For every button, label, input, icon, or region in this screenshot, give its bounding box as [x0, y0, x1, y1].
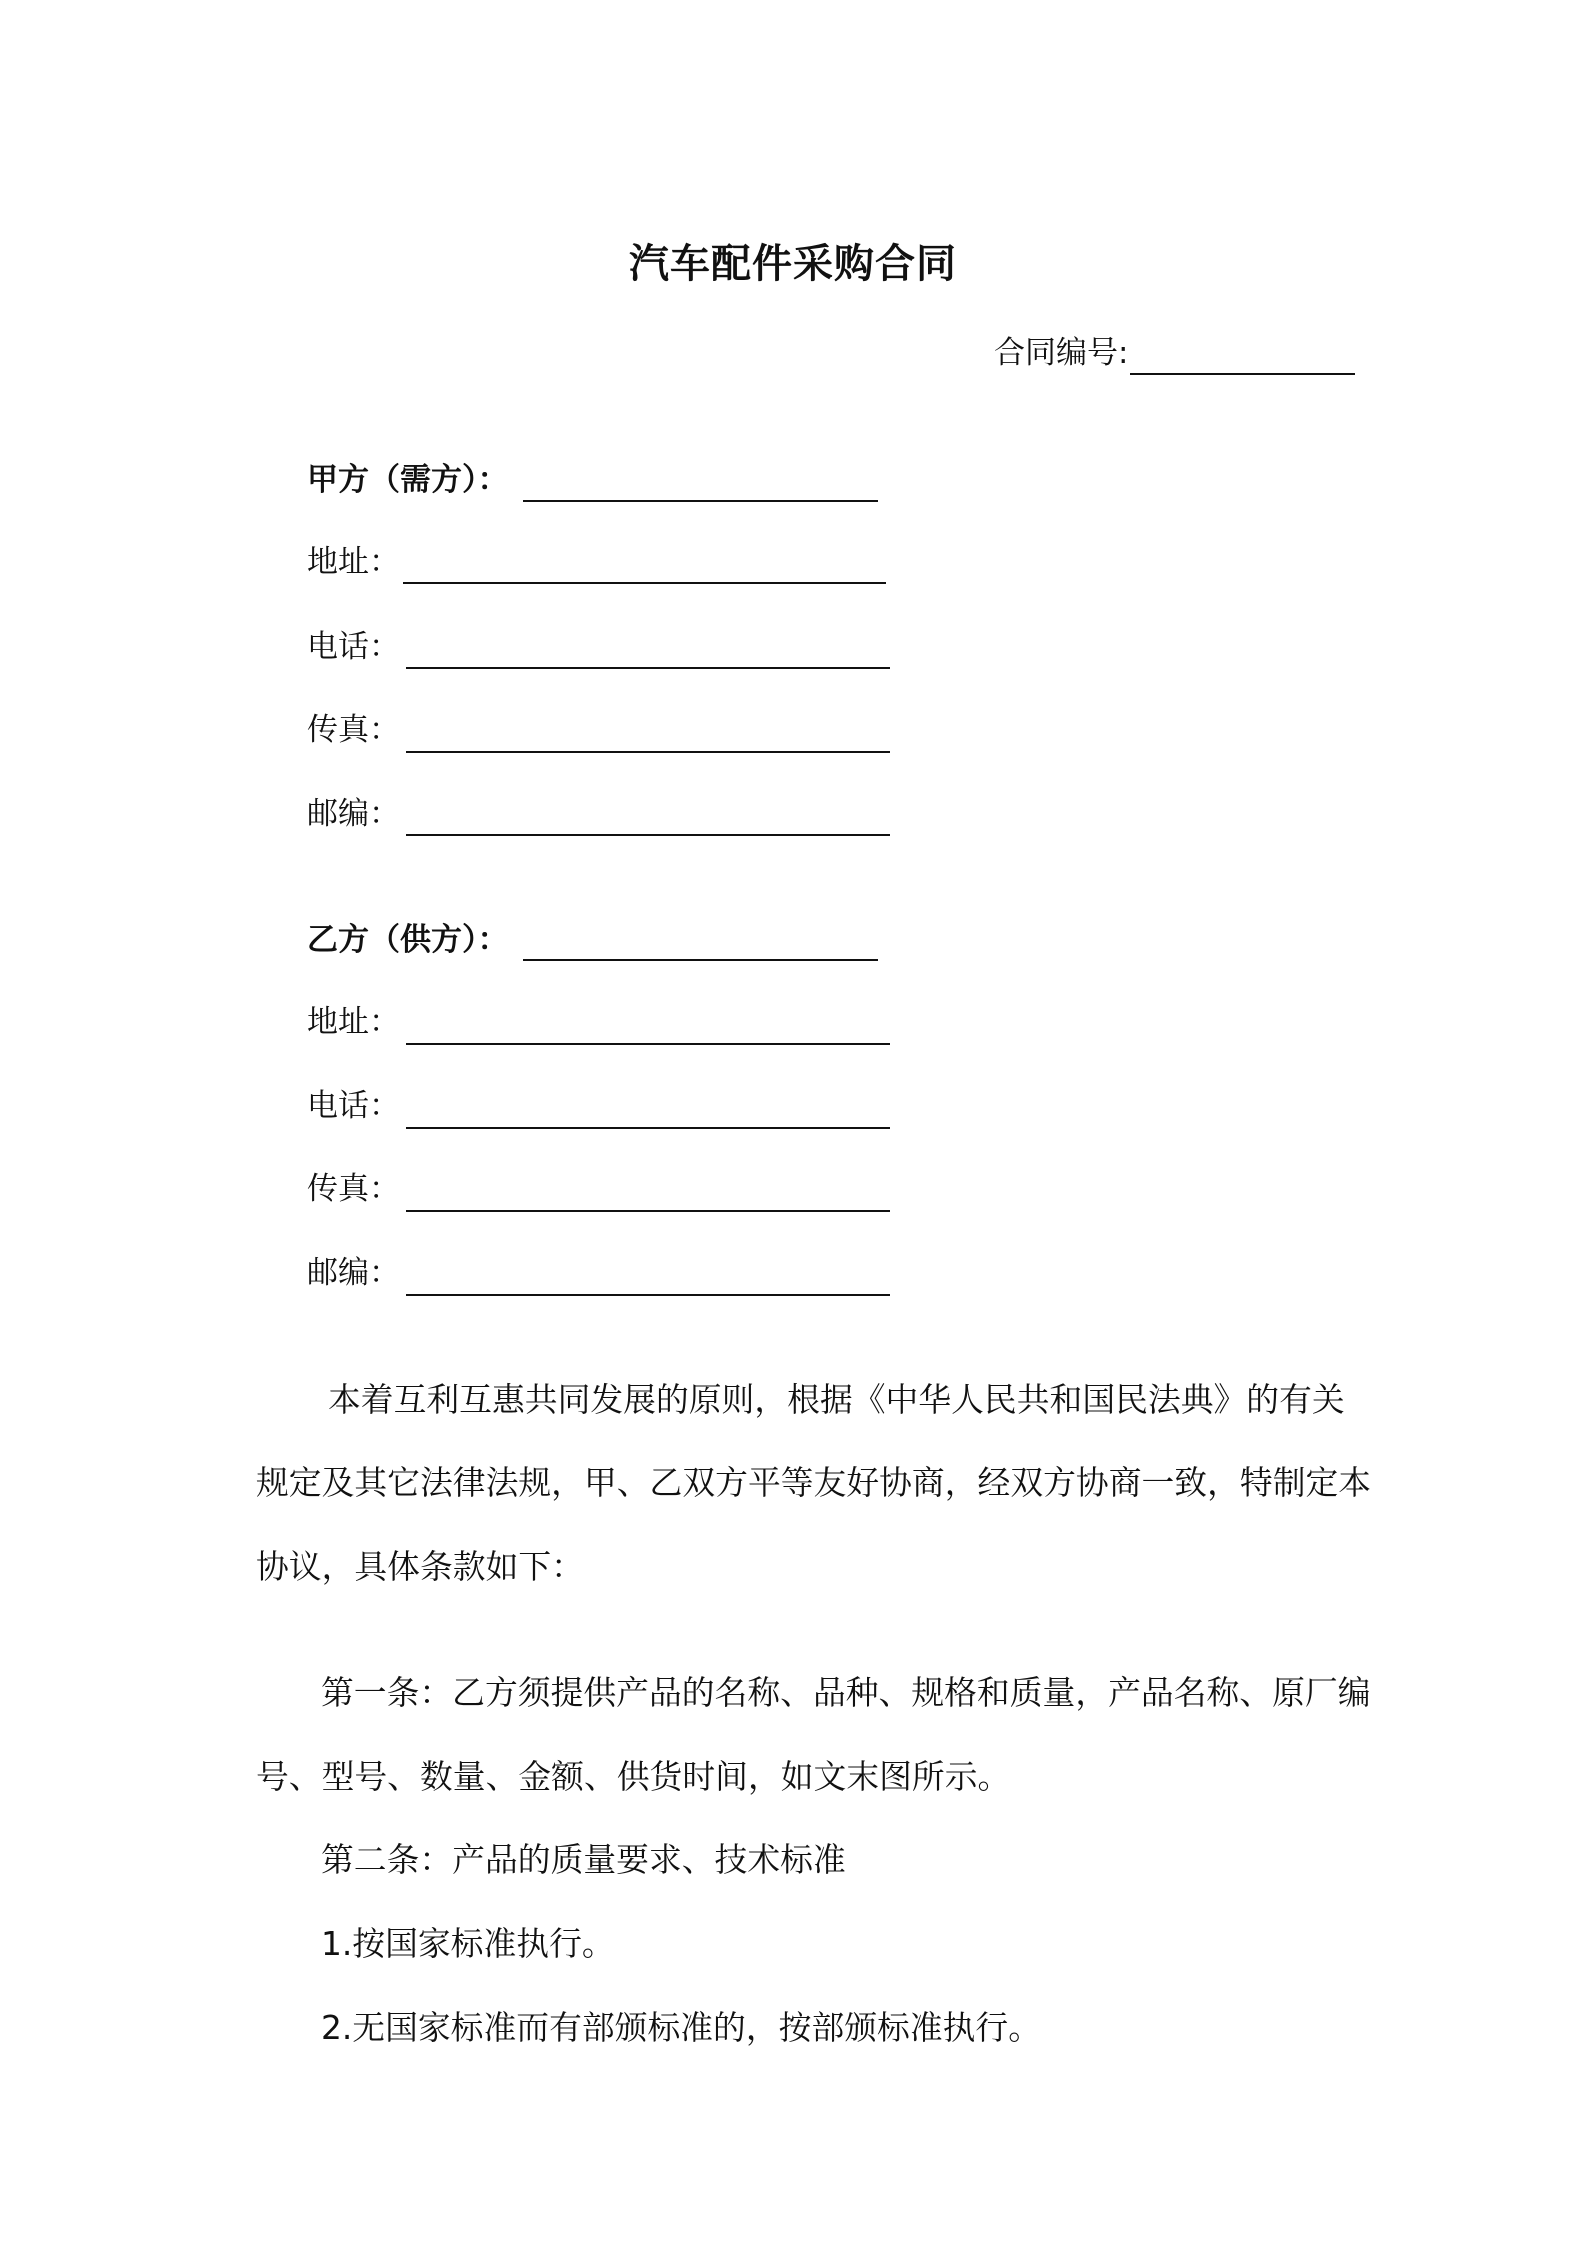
party-b-postcode-field[interactable]: [406, 1294, 890, 1296]
article-2-heading: 第二条：产品的质量要求、技术标准: [321, 1841, 846, 1879]
party-a-address-field[interactable]: [403, 582, 886, 584]
party-b-phone-field[interactable]: [406, 1127, 890, 1129]
article-1-line-1: 第一条：乙方须提供产品的名称、品种、规格和质量，产品名称、原厂编: [321, 1674, 1371, 1712]
party-a-fax-field[interactable]: [406, 751, 890, 753]
party-b-phone-label: 电话：: [307, 1088, 400, 1124]
contract-number-label: 合同编号:: [994, 335, 1129, 371]
party-a-address-label: 地址：: [307, 544, 400, 580]
party-b-postcode-label: 邮编：: [307, 1255, 400, 1291]
article-2-item-1: 1.按国家标准执行。: [321, 1925, 615, 1963]
party-a-postcode-label: 邮编：: [307, 796, 400, 832]
party-a-heading: 甲方（需方）：: [307, 462, 509, 498]
party-b-address-label: 地址：: [307, 1004, 400, 1040]
party-a-postcode-field[interactable]: [406, 834, 890, 836]
party-b-address-field[interactable]: [406, 1043, 890, 1045]
party-b-name-field[interactable]: [523, 959, 878, 961]
party-b-fax-label: 传真：: [307, 1171, 400, 1207]
preamble-line-1: 本着互利互惠共同发展的原则，根据《中华人民共和国民法典》的有关: [328, 1381, 1345, 1419]
document-title: 汽车配件采购合同: [629, 241, 957, 287]
party-a-phone-label: 电话：: [307, 629, 400, 665]
preamble-line-2: 规定及其它法律法规，甲、乙双方平等友好协商，经双方协商一致，特制定本: [256, 1464, 1372, 1502]
party-b-heading: 乙方（供方）：: [307, 922, 509, 958]
party-a-fax-label: 传真：: [307, 712, 400, 748]
party-a-phone-field[interactable]: [406, 667, 890, 669]
party-b-fax-field[interactable]: [406, 1210, 890, 1212]
contract-number-field[interactable]: [1130, 373, 1355, 375]
article-2-item-2: 2.无国家标准而有部颁标准的，按部颁标准执行。: [321, 2009, 1042, 2047]
preamble-line-3: 协议，具体条款如下：: [256, 1548, 584, 1586]
article-1-line-2: 号、型号、数量、金额、供货时间，如文末图所示。: [256, 1758, 1011, 1796]
party-a-name-field[interactable]: [523, 500, 878, 502]
